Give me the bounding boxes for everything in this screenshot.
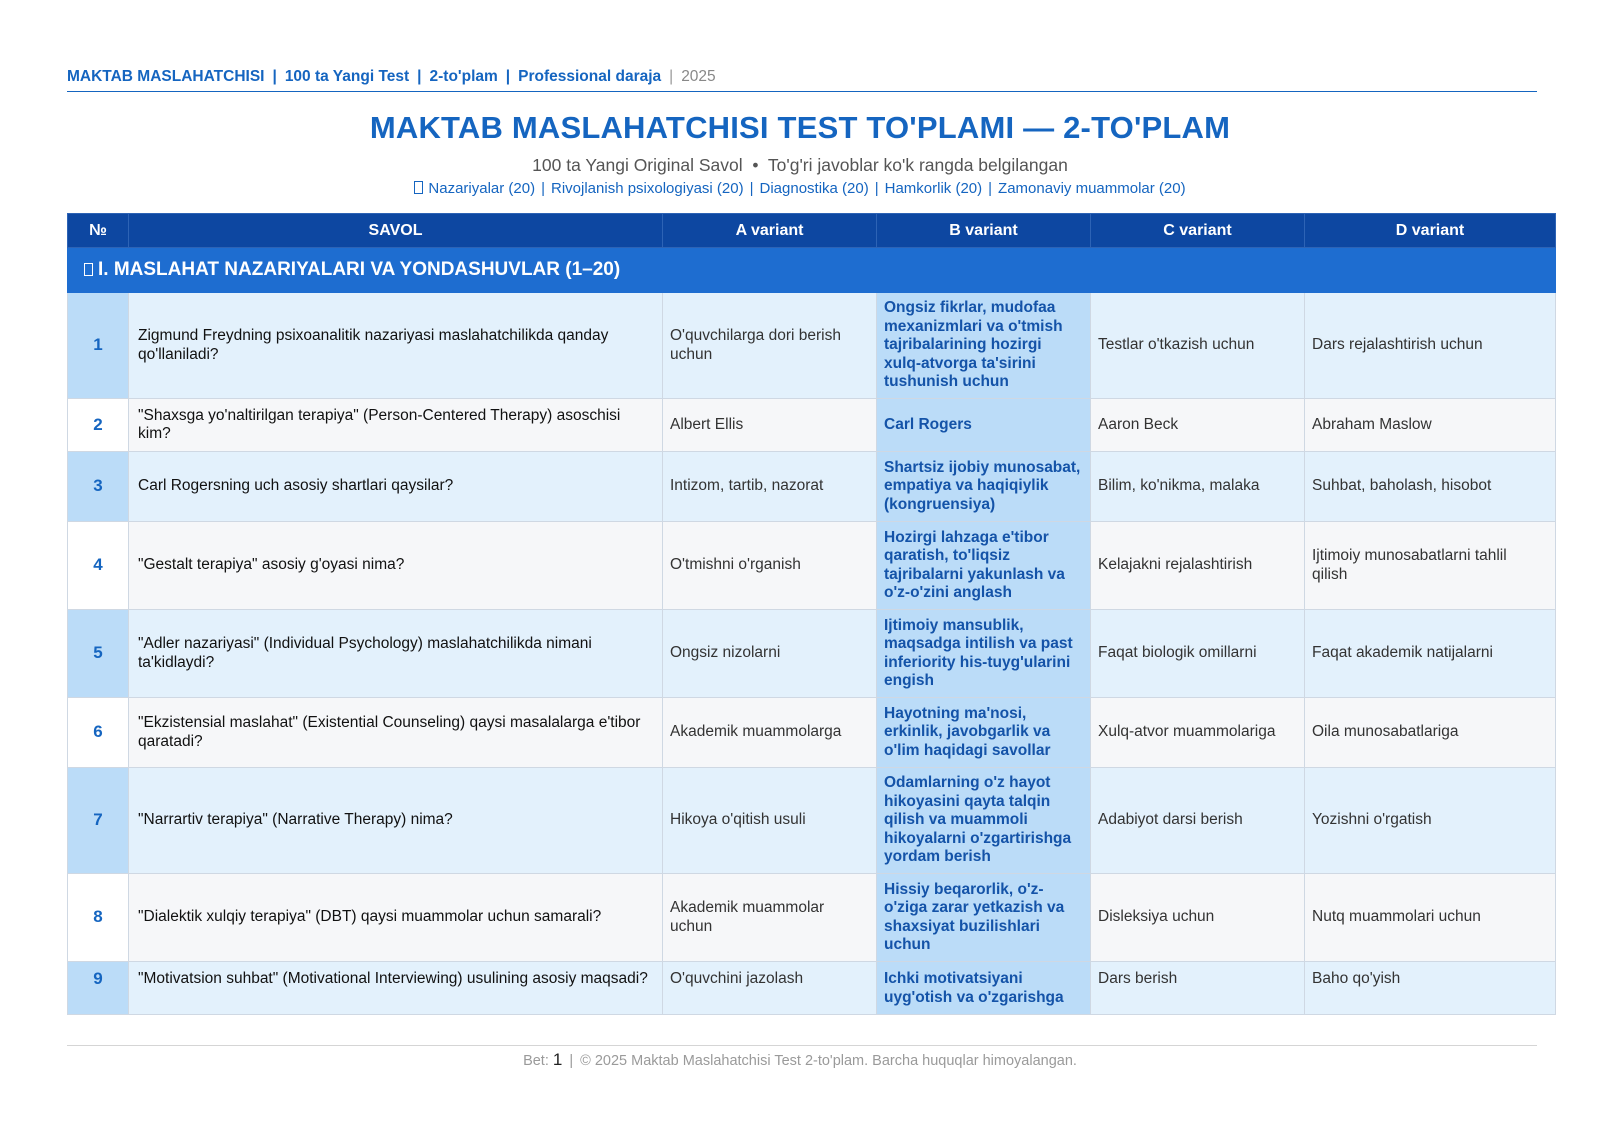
page-number: 1 [552,1050,563,1069]
section-row [68,248,1556,293]
option-a: O'quvchilarga dori berish uchun [663,293,877,399]
question-text: "Narrartiv terapiya" (Narrative Therapy) nima? [129,768,663,874]
page-subtitle: 100 ta Yangi Original Savol • To'g'ri javoblar ko'k rangda belgilangan [532,155,1068,175]
col-header-num: № [68,214,129,248]
table-row [68,874,1556,962]
option-a: Intizom, tartib, nazorat [663,452,877,522]
table-row [68,768,1556,874]
table-header-row [68,214,1556,248]
option-d: Nutq muammolari uchun [1305,874,1556,962]
topic-item: Diagnostika (20) [759,180,869,197]
option-a: Hikoya o'qitish usuli [663,768,877,874]
option-a: Akademik muammolarga [663,698,877,768]
page-title: MAKTAB MASLAHATCHISI TEST TO'PLAMI — 2-TO'PLAM [369,110,1231,145]
question-text: "Adler nazariyasi" (Individual Psychology) maslahatchilikda nimani ta'kidlaydi? [129,610,663,698]
question-number: 4 [68,522,129,610]
option-b-correct: Hissiy beqarorlik, o'z-o'ziga zarar yetkazish va shaxsiyat buzilishlari uchun [877,874,1091,962]
question-text: "Shaxsga yo'naltirilgan terapiya" (Person-Centered Therapy) asoschisi kim? [129,399,663,452]
table-row [68,293,1556,399]
col-header-b: B variant [877,214,1091,248]
question-text: Carl Rogersning uch asosiy shartlari qaysilar? [129,452,663,522]
topic-item: Zamonaviy muammolar (20) [998,180,1186,197]
option-d: Abraham Maslow [1305,399,1556,452]
option-c: Testlar o'tkazish uchun [1091,293,1305,399]
question-text: "Motivatsion suhbat" (Motivational Interviewing) usulining asosiy maqsadi? [129,962,663,1015]
option-d: Dars rejalashtirish uchun [1305,293,1556,399]
col-header-c: C variant [1091,214,1305,248]
option-d: Baho qo'yish [1305,962,1556,1015]
test-table [67,213,1556,1015]
table-row [68,962,1556,1015]
page-footer: Bet: 1 | © 2025 Maktab Maslahatchisi Test 2-to'plam. Barcha huquqlar himoyalangan. [523,1050,1077,1069]
option-d: Suhbat, baholash, hisobot [1305,452,1556,522]
option-a: O'quvchini jazolash [663,962,877,1015]
topic-item: Hamkorlik (20) [884,180,983,197]
question-number: 5 [68,610,129,698]
col-header-a: A variant [663,214,877,248]
header-count: 100 ta Yangi Test [284,68,410,85]
option-c: Xulq-atvor muammolariga [1091,698,1305,768]
option-c: Bilim, ko'nikma, malaka [1091,452,1305,522]
header-set: 2-to'plam [429,68,498,85]
table-row [68,698,1556,768]
topic-list: Nazariyalar (20) | Rivojlanish psixologiyasi (20) | Diagnostika (20) | Hamkorlik (20) | Zamonaviy muammolar (20) [0,180,1600,197]
question-number: 7 [68,768,129,874]
running-header: MAKTAB MASLAHATCHISI | 100 ta Yangi Test | 2-to'plam | Professional daraja | 2025 [67,68,1537,92]
option-a: Ongsiz nizolarni [663,610,877,698]
option-d: Ijtimoiy munosabatlarni tahlil qilish [1305,522,1556,610]
col-header-question: SAVOL [129,214,663,248]
footer-divider [67,1045,1537,1046]
option-c: Kelajakni rejalashtirish [1091,522,1305,610]
question-text: Zigmund Freydning psixoanalitik nazariyasi maslahatchilikda qanday qo'llaniladi? [129,293,663,399]
option-c: Aaron Beck [1091,399,1305,452]
table-row [68,522,1556,610]
option-a: Akademik muammolar uchun [663,874,877,962]
header-brand: MAKTAB MASLAHATCHISI [67,68,265,85]
option-c: Dars berish [1091,962,1305,1015]
question-text: "Dialektik xulqiy terapiya" (DBT) qaysi muammolar uchun samarali? [129,874,663,962]
question-text: "Ekzistensial maslahat" (Existential Counseling) qaysi masalalarga e'tibor qaratadi? [129,698,663,768]
option-b-correct: Shartsiz ijobiy munosabat, empatiya va haqiqiylik (kongruensiya) [877,452,1091,522]
question-number: 9 [68,962,129,1015]
option-d: Oila munosabatlariga [1305,698,1556,768]
topic-item: Rivojlanish psixologiyasi (20) [551,180,744,197]
header-level: Professional daraja [518,68,662,85]
option-b-correct: Hayotning ma'nosi, erkinlik, javobgarlik va o'lim haqidagi savollar [877,698,1091,768]
page-label: Bet: [523,1053,549,1069]
option-c: Faqat biologik omillarni [1091,610,1305,698]
option-b-correct: Odamlarning o'z hayot hikoyasini qayta talqin qilish va muammoli hikoyalarni o'zgartirishga yordam berish [877,768,1091,874]
question-number: 3 [68,452,129,522]
option-d: Yozishni o'rgatish [1305,768,1556,874]
question-number: 6 [68,698,129,768]
col-header-d: D variant [1305,214,1556,248]
topics-icon [414,181,423,194]
header-year: 2025 [681,68,716,85]
option-b-correct: Ijtimoiy mansublik, maqsadga intilish va past inferiority his-tuyg'ularini engish [877,610,1091,698]
question-number: 1 [68,293,129,399]
question-number: 2 [68,399,129,452]
table-row [68,610,1556,698]
option-b-correct: Ongsiz fikrlar, mudofaa mexanizmlari va o'tmish tajribalarining hozirgi xulq-atvorga ta'sirini tushunish uchun [877,293,1091,399]
question-number: 8 [68,874,129,962]
table-row [68,452,1556,522]
option-c: Adabiyot darsi berish [1091,768,1305,874]
topic-item: Nazariyalar (20) [428,180,536,197]
copyright-text: © 2025 Maktab Maslahatchisi Test 2-to'plam. Barcha huquqlar himoyalangan. [580,1053,1077,1069]
option-b-correct: Ichki motivatsiyani uyg'otish va o'zgarishga [877,962,1091,1015]
option-b-correct: Carl Rogers [877,399,1091,452]
option-c: Disleksiya uchun [1091,874,1305,962]
section-title: I. MASLAHAT NAZARIYALARI VA YONDASHUVLAR (1–20) [68,248,1556,293]
section-icon [84,263,93,276]
table-row [68,399,1556,452]
option-a: Albert Ellis [663,399,877,452]
option-a: O'tmishni o'rganish [663,522,877,610]
option-d: Faqat akademik natijalarni [1305,610,1556,698]
option-b-correct: Hozirgi lahzaga e'tibor qaratish, to'liqsiz tajribalarni yakunlash va o'z-o'zini anglash [877,522,1091,610]
question-text: "Gestalt terapiya" asosiy g'oyasi nima? [129,522,663,610]
